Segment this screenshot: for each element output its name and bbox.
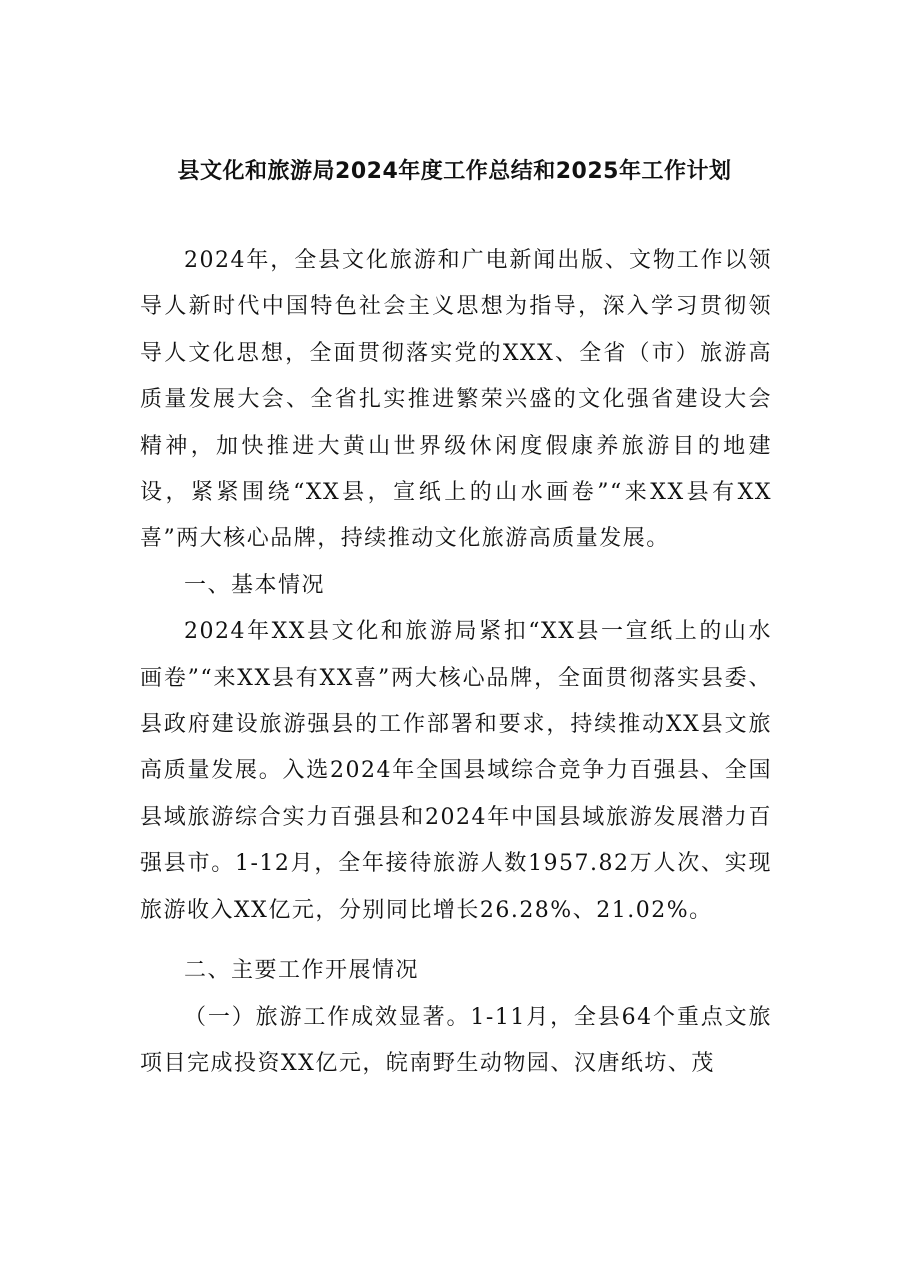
section-heading-basic-situation: 一、基本情况	[184, 572, 326, 598]
paragraph-basic-situation: 2024年XX县文化和旅游局紧扣“XX县一宣纸上的山水画卷”“来XX县有XX喜”两大核心品牌，全面贯彻落实县委、县政府建设旅游强县的工作部署和要求，持续推动XX县文旅高质量发展。入选2024年全国县域综合竞争力百强县、全国县域旅游综合实力百强县和2024年中国县域旅游发展潜力百强县市。1-12月，全年接待旅游人数1957.82万人次、实现旅游收入XX亿元，分别同比增长26.28%、21.02%。	[140, 619, 772, 923]
section-heading-main-work: 二、主要工作开展情况	[184, 958, 420, 984]
document-title: 县文化和旅游局2024年度工作总结和2025年工作计划	[177, 159, 732, 184]
paragraph-tourism-work: （一）旅游工作成效显著。1-11月，全县64个重点文旅项目完成投资XX亿元，皖南野生动物园、汉唐纸坊、茂	[140, 1004, 772, 1076]
document-body	[140, 238, 772, 1087]
paragraph-intro: 2024年，全县文化旅游和广电新闻出版、文物工作以领导人新时代中国特色社会主义思想为指导，深入学习贯彻领导人文化思想，全面贯彻落实党的XXX、全省（市）旅游高质量发展大会、全省扎实推进繁荣兴盛的文化强省建设大会精神，加快推进大黄山世界级休闲度假康养旅游目的地建设，紧紧围绕“XX县，宣纸上的山水画卷”“来XX县有XX喜”两大核心品牌，持续推动文化旅游高质量发展。	[140, 248, 772, 552]
